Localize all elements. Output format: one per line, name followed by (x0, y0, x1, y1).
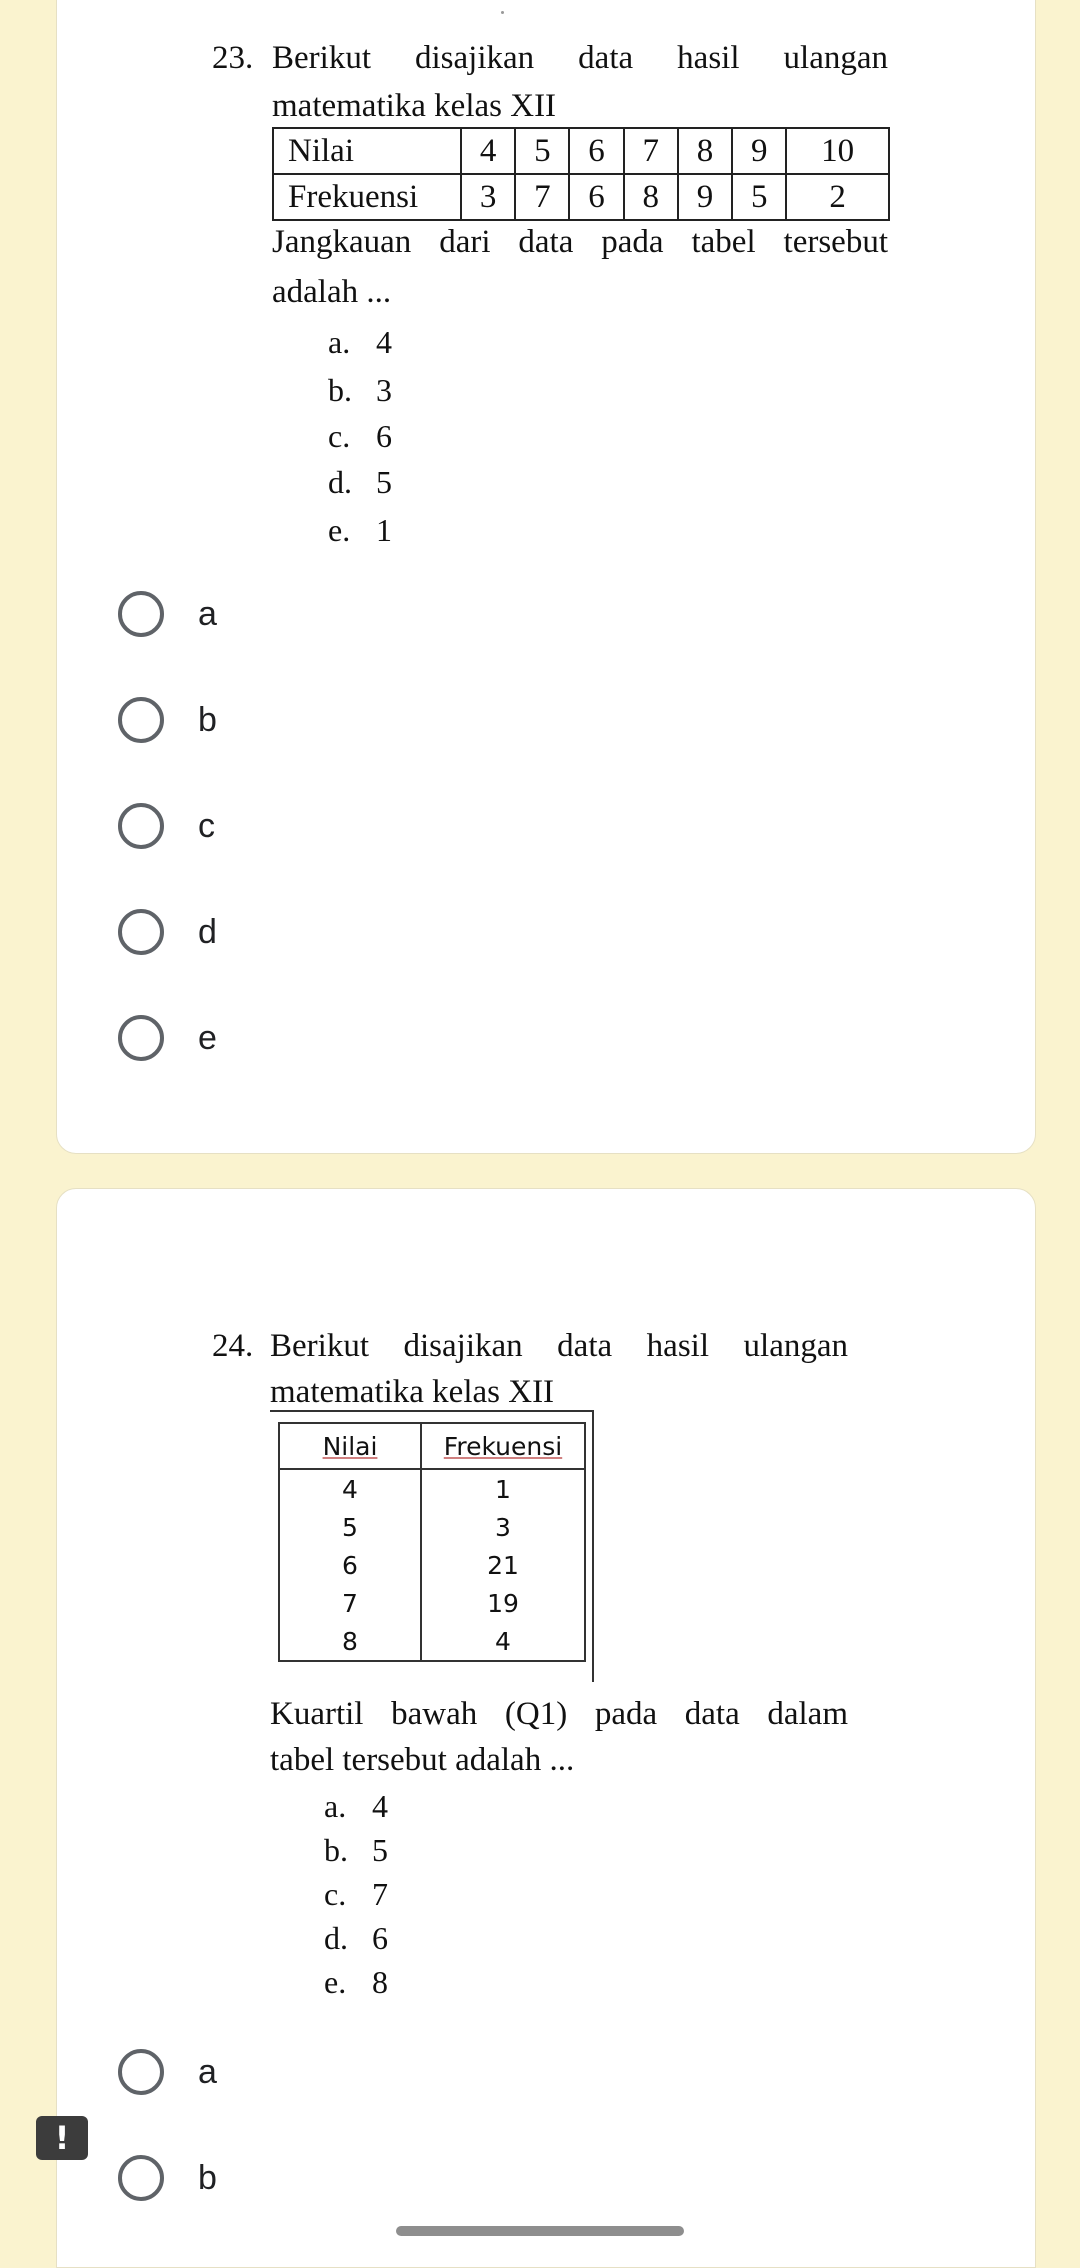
table-header-cell: Nilai (279, 1423, 421, 1469)
option-line: c. 7 (324, 1876, 388, 1912)
radio-label: b (198, 2158, 217, 2197)
table-cell: 5 (515, 128, 569, 174)
question-text-line: matematika kelas XII (272, 88, 557, 124)
radio-option-b[interactable] (118, 2148, 217, 2208)
table-row (273, 128, 889, 174)
table-cell: 9 (678, 174, 732, 220)
table-cell: 6 (279, 1546, 421, 1584)
radio-circle-icon[interactable] (118, 591, 164, 637)
radio-label: a (198, 594, 217, 633)
question-text-line: tabel tersebut adalah ... (270, 1742, 575, 1778)
table-row (279, 1469, 585, 1508)
table-cell: 10 (786, 128, 889, 174)
option-line: c. 6 (328, 418, 392, 454)
table-cell: 4 (461, 128, 515, 174)
table-cell: 3 (421, 1508, 585, 1546)
option-line: b. 5 (324, 1832, 388, 1868)
table-cell: 8 (678, 128, 732, 174)
question-text-line: Berikut disajikan data hasil ulangan (270, 1328, 848, 1364)
table-row (273, 174, 889, 220)
table-cell: 9 (732, 128, 786, 174)
radio-option-a[interactable] (118, 2042, 217, 2102)
decorative-dot (501, 11, 504, 14)
table-cell: Nilai (273, 128, 461, 174)
table-cell: 4 (279, 1469, 421, 1508)
table-cell: 3 (461, 174, 515, 220)
radio-option-b[interactable] (118, 690, 217, 750)
radio-option-e[interactable] (118, 1008, 217, 1068)
table-row (279, 1508, 585, 1546)
question-text-line: matematika kelas XII (270, 1374, 555, 1410)
home-indicator[interactable] (396, 2226, 684, 2236)
radio-label: d (198, 912, 217, 951)
question-text-line: Berikut disajikan data hasil ulangan (272, 40, 888, 76)
table-cell: 8 (624, 174, 678, 220)
radio-circle-icon[interactable] (118, 909, 164, 955)
table-cell: 21 (421, 1546, 585, 1584)
table-cell: 7 (624, 128, 678, 174)
radio-label: b (198, 700, 217, 739)
question-text-line: adalah ... (272, 274, 392, 310)
radio-label: c (198, 806, 215, 845)
option-line: a. 4 (328, 324, 392, 360)
question-number: 24. (212, 1328, 254, 1364)
radio-option-d[interactable] (118, 902, 217, 962)
radio-option-a[interactable] (118, 584, 217, 644)
table-row (279, 1546, 585, 1584)
table-cell: 8 (279, 1622, 421, 1661)
radio-circle-icon[interactable] (118, 2049, 164, 2095)
required-warning-icon: ! (36, 2116, 88, 2160)
table-cell: 7 (279, 1584, 421, 1622)
table-header-row (279, 1423, 585, 1469)
table-row (279, 1622, 585, 1661)
table-cell: Frekuensi (273, 174, 461, 220)
table-cell: 19 (421, 1584, 585, 1622)
table-cell: 2 (786, 174, 889, 220)
table-cell: 6 (569, 174, 623, 220)
radio-circle-icon[interactable] (118, 697, 164, 743)
option-line: d. 6 (324, 1920, 388, 1956)
option-line: a. 4 (324, 1788, 388, 1824)
table-cell: 7 (515, 174, 569, 220)
table-header-cell: Frekuensi (421, 1423, 585, 1469)
table-cell: 1 (421, 1469, 585, 1508)
question-text-line: Jangkauan dari data pada tabel tersebut (272, 224, 888, 260)
question-23-table (272, 127, 890, 221)
radio-circle-icon[interactable] (118, 2155, 164, 2201)
radio-label: a (198, 2052, 217, 2091)
option-line: e. 1 (328, 512, 392, 548)
table-cell: 4 (421, 1622, 585, 1661)
radio-option-c[interactable] (118, 796, 215, 856)
option-line: b. 3 (328, 372, 392, 408)
table-cell: 6 (569, 128, 623, 174)
question-24-table (278, 1422, 586, 1662)
question-text-line: Kuartil bawah (Q1) pada data dalam (270, 1696, 848, 1732)
option-line: d. 5 (328, 464, 392, 500)
table-cell: 5 (279, 1508, 421, 1546)
option-line: e. 8 (324, 1964, 388, 2000)
radio-circle-icon[interactable] (118, 803, 164, 849)
table-cell: 5 (732, 174, 786, 220)
table-row (279, 1584, 585, 1622)
radio-circle-icon[interactable] (118, 1015, 164, 1061)
radio-label: e (198, 1018, 217, 1057)
question-number: 23. (212, 40, 254, 76)
